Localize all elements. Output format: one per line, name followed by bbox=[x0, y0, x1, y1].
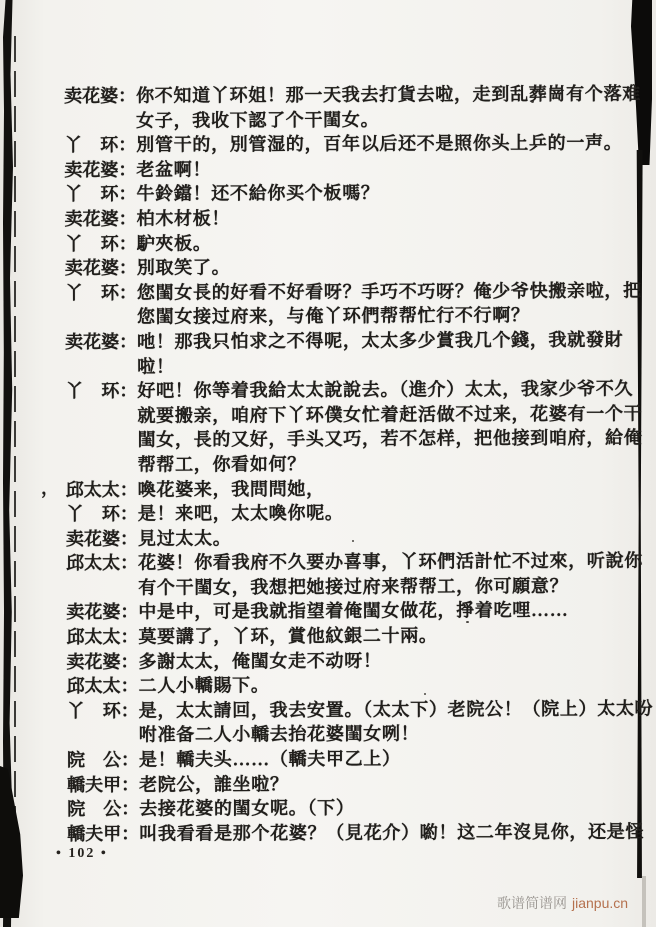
dialogue-text: 喚花婆来，我問問她， bbox=[137, 478, 325, 500]
dialogue-text: 別管干的，別管湿的，百年以后还不是照你头上乒的一声。 bbox=[136, 132, 623, 155]
dialogue-continuation-line bbox=[65, 303, 631, 330]
dialogue-text: 馿夾板。 bbox=[136, 232, 212, 254]
dialogue-line bbox=[67, 770, 633, 797]
watermark-site-name: 歌谱简谱网 bbox=[497, 895, 567, 911]
dialogue-line bbox=[66, 598, 632, 625]
dialogue-continuation-line bbox=[65, 401, 643, 428]
scan-edge-right-bottom-line bbox=[642, 876, 646, 927]
speaker-name: 邱太太： bbox=[65, 479, 138, 500]
speaker-name: 丫 环： bbox=[65, 380, 138, 402]
dialogue-text: 老盆啊！ bbox=[136, 159, 212, 180]
speaker-name: 丫 环： bbox=[64, 282, 137, 303]
page-number: • 102 • bbox=[56, 846, 108, 861]
dialogue-text: 莫要講了，丫环，賞他紋銀二十兩。 bbox=[138, 625, 438, 647]
dialogue-text: 二人小轎賜下。 bbox=[138, 675, 270, 696]
scan-edge-left-bottom-blob bbox=[0, 766, 23, 918]
dialogue-line bbox=[67, 672, 633, 699]
dialogue-continuation-line bbox=[65, 352, 631, 379]
dialogue-line bbox=[67, 746, 633, 773]
dialogue-text: 啦！ bbox=[137, 356, 175, 377]
dialogue-line bbox=[66, 623, 632, 650]
speaker-name: 丫 环： bbox=[65, 503, 138, 525]
speaker-name: 邱太太： bbox=[66, 675, 139, 697]
dialogue-line bbox=[65, 204, 631, 231]
dialogue-continuation-line bbox=[66, 426, 643, 453]
speaker-name: 丫 环： bbox=[64, 134, 137, 156]
dialogue-text: 咐准备二人小轎去抬花婆閨女咧！ bbox=[138, 723, 420, 746]
scan-edge-right-bar bbox=[636, 150, 643, 878]
dialogue-line bbox=[64, 278, 642, 305]
dialogue-text: 多謝太太，俺閨女走不动呀！ bbox=[138, 650, 382, 672]
speaker-name: 院 公： bbox=[67, 798, 140, 820]
speaker-name: 卖花婆： bbox=[64, 85, 137, 106]
dialogue-text: 好吧！你等着我給太太說說去。（進介）太太，我家少爷不久 bbox=[137, 378, 634, 401]
dialogue-line bbox=[64, 82, 641, 109]
stray-ink-mark: ， bbox=[41, 478, 59, 498]
speaker-name: 丫 环： bbox=[66, 700, 139, 721]
watermark bbox=[497, 893, 628, 913]
dialogue-text: 你不知道丫环姐！那一天我去打貨去啦，走到乱葬崗有个落难 bbox=[136, 83, 641, 106]
speaker-name: 院 公： bbox=[66, 749, 139, 771]
dialogue-text: 閨女，長的又好，手头又巧，若不怎样，把他接到咱府，給俺 bbox=[137, 427, 643, 450]
dialogue-line bbox=[65, 229, 631, 256]
speaker-name: 卖花婆： bbox=[65, 528, 139, 549]
dialogue-text: 女子，我收下認了个干閨女。 bbox=[136, 109, 380, 131]
dialogue-continuation-line bbox=[64, 106, 630, 133]
dialogue-text: 老院公，誰坐啦？ bbox=[139, 773, 289, 795]
speaker-name: 卖花婆： bbox=[66, 651, 139, 672]
dialogue-text: 牛鈴鐺！还不給你买个板嗎？ bbox=[136, 182, 380, 205]
dialogue-line bbox=[66, 500, 632, 527]
dialogue-text: 吔！那我只怕求之不得呢，太太多少賞我几个錢，我就發財 bbox=[137, 329, 624, 352]
dialogue-text: 別取笑了。 bbox=[136, 257, 231, 278]
speaker-name: 丫 环： bbox=[64, 233, 137, 254]
dialogue-line bbox=[66, 696, 654, 723]
speaker-name: 邱太太： bbox=[66, 552, 139, 574]
speaker-name: 卖花婆： bbox=[64, 159, 137, 180]
dialogue-text: 是，太太請回，我去安置。（太太下）老院公！（院上）太太吩 bbox=[138, 698, 654, 721]
dialogue-text: 中是中，可是我就指望着俺閨女做花，掙着吃哩…… bbox=[138, 600, 569, 623]
dialogue-text: 就要搬亲，咱府下丫环僕女忙着赶活做不过来，花婆有一个干 bbox=[137, 403, 643, 426]
dialogue-text: 去接花婆的閨女呢。（下） bbox=[139, 797, 355, 819]
dialogue-line bbox=[66, 475, 632, 502]
dialogue-line bbox=[67, 819, 645, 846]
dialogue-text: 見过太太。 bbox=[137, 527, 232, 549]
dialogue-text: 是！轎夫头……（轎夫甲乙上） bbox=[138, 748, 401, 770]
dialogue-continuation-line bbox=[66, 573, 632, 600]
dialogue-text: 您閨女長的好看不好看呀？手巧不巧呀？俺少爷快搬亲啦，把 bbox=[136, 280, 642, 303]
dialogue-line bbox=[66, 647, 632, 674]
dialogue-text: 是！来吧，太太喚你呢。 bbox=[137, 502, 344, 524]
scan-edge-left-binding-line bbox=[14, 36, 16, 896]
speaker-name: 卖花婆： bbox=[64, 257, 137, 279]
dialogue-line bbox=[64, 180, 630, 207]
dialogue-line bbox=[66, 524, 632, 551]
watermark-site-url[interactable]: jianpu.cn bbox=[572, 895, 629, 911]
speaker-name: 卖花婆： bbox=[64, 208, 137, 229]
dialogue-text: 有个干閨女，我想把她接过府来帮帮工，你可願意？ bbox=[138, 575, 569, 598]
dialogue-line bbox=[64, 155, 630, 182]
dialogue-continuation-line bbox=[66, 450, 632, 477]
dialogue-text: 您閨女接过府来，与俺丫环們帮帮忙行不行啊？ bbox=[136, 305, 530, 328]
dialogue-line bbox=[65, 327, 631, 354]
speaker-name: 卖花婆： bbox=[65, 331, 138, 352]
speaker-name: 轎夫甲： bbox=[67, 774, 140, 795]
dialogue-text: 柏木材板！ bbox=[136, 208, 231, 229]
dialogue-text: 叫我看看是那个花婆？（見花介）喲！这二年沒見你，还是怪 bbox=[139, 821, 645, 844]
dialogue-line bbox=[64, 131, 630, 158]
speaker-name: 轎夫甲： bbox=[67, 823, 140, 844]
speaker-name: 邱太太： bbox=[66, 626, 139, 648]
dialogue-block bbox=[64, 82, 654, 847]
dialogue-text: 花婆！你看我府不久要办喜事，丫环們活計忙不过來，听說你 bbox=[138, 550, 644, 573]
dialogue-line bbox=[65, 377, 634, 404]
dialogue-continuation-line bbox=[67, 721, 633, 748]
dialogue-text: 帮帮工，你看如何？ bbox=[137, 453, 307, 475]
speaker-name: 卖花婆： bbox=[66, 602, 139, 623]
dialogue-line bbox=[65, 254, 631, 281]
dialogue-line bbox=[66, 549, 644, 576]
speaker-name: 丫 环： bbox=[64, 184, 137, 205]
dialogue-line bbox=[67, 795, 633, 822]
